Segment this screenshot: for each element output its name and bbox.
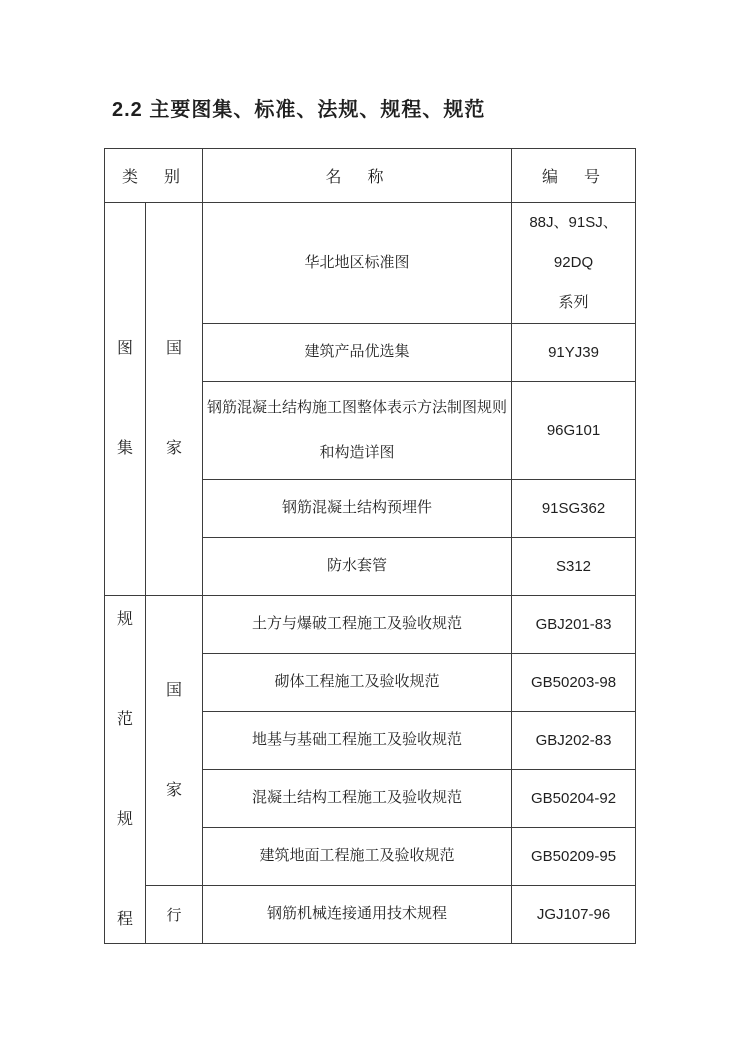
- vertical-char: 家: [166, 440, 183, 457]
- table-row: [105, 596, 636, 654]
- name-cell: 混凝土结构工程施工及验收规范: [203, 770, 512, 828]
- code-line: 88J、91SJ、92DQ: [529, 214, 618, 271]
- vertical-label: [105, 341, 145, 457]
- name-cell: 地基与基础工程施工及验收规范: [203, 712, 512, 770]
- table-row: [105, 886, 636, 944]
- name-cell: 砌体工程施工及验收规范: [203, 654, 512, 712]
- section-title: 2.2 主要图集、标准、法规、规程、规范: [112, 99, 486, 121]
- name-cell: 土方与爆破工程施工及验收规范: [203, 596, 512, 654]
- name-cell: 建筑地面工程施工及验收规范: [203, 828, 512, 886]
- code-cell: S312: [512, 538, 636, 596]
- vertical-label: [146, 341, 202, 457]
- code-cell: GB50209-95: [512, 828, 636, 886]
- name-cell: 钢筋混凝土结构施工图整体表示方法制图规则和构造详图: [203, 382, 512, 480]
- vertical-label: [105, 612, 145, 928]
- name-cell: 防水套管: [203, 538, 512, 596]
- name-cell: 建筑产品优选集: [203, 324, 512, 382]
- code-cell: 91SG362: [512, 480, 636, 538]
- code-cell: [512, 203, 636, 324]
- header-code: 编 号: [512, 149, 636, 203]
- subcategory-cell-national-1: [146, 203, 203, 596]
- category-cell-codes: [105, 596, 146, 944]
- vertical-char: 行: [166, 908, 182, 924]
- vertical-char: 家: [166, 781, 183, 799]
- vertical-char: 范: [116, 710, 133, 728]
- vertical-char: 集: [116, 440, 133, 457]
- vertical-char: 程: [116, 910, 133, 928]
- table-header-row: [105, 149, 636, 203]
- vertical-char: 规: [116, 810, 133, 828]
- header-name: 名 称: [203, 149, 512, 203]
- name-cell: 钢筋机械连接通用技术规程: [203, 886, 512, 944]
- vertical-char: 规: [116, 610, 133, 628]
- code-cell: GBJ202-83: [512, 712, 636, 770]
- code-cell: GBJ201-83: [512, 596, 636, 654]
- code-line: 系列: [558, 294, 589, 311]
- code-cell: GB50203-98: [512, 654, 636, 712]
- code-cell: JGJ107-96: [512, 886, 636, 944]
- category-cell-atlas: [105, 203, 146, 596]
- subcategory-cell-national-2: [146, 596, 203, 886]
- vertical-label: [146, 683, 202, 799]
- standards-table: [104, 148, 636, 944]
- table-row: [105, 203, 636, 324]
- header-category: 类 别: [105, 149, 203, 203]
- name-cell: 钢筋混凝土结构预埋件: [203, 480, 512, 538]
- code-cell: GB50204-92: [512, 770, 636, 828]
- code-cell: 91YJ39: [512, 324, 636, 382]
- name-cell: 华北地区标准图: [203, 203, 512, 324]
- vertical-char: 国: [166, 681, 183, 699]
- code-cell: 96G101: [512, 382, 636, 480]
- vertical-char: 国: [166, 340, 183, 357]
- subcategory-cell-industry: [146, 886, 203, 944]
- vertical-char: 图: [116, 340, 133, 357]
